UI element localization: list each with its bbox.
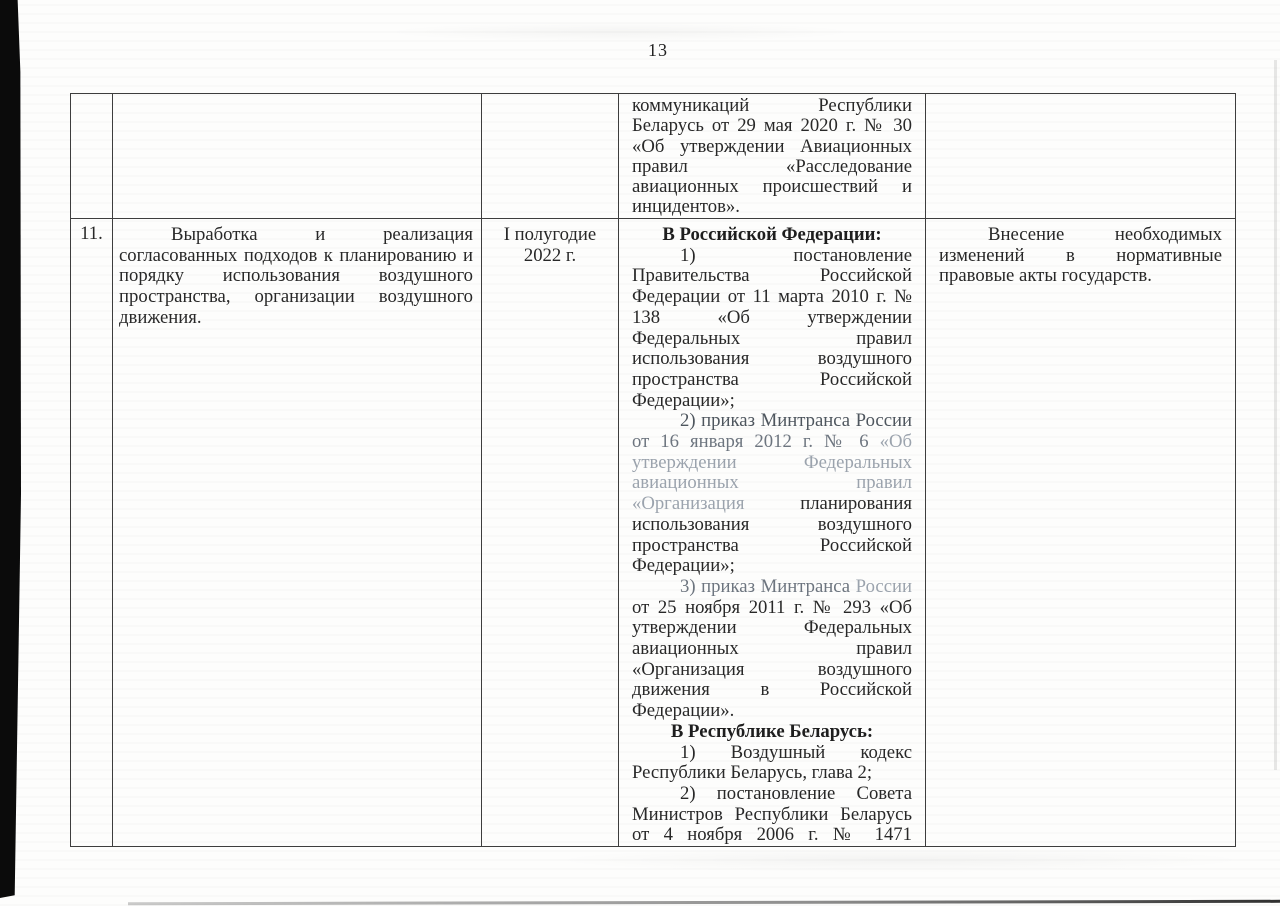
cell-result-empty	[926, 94, 1236, 219]
row-number: 11.	[80, 223, 103, 244]
legal-item-2-seg3: «Об утверждении Федеральных авиационных правил «Организация	[632, 431, 912, 515]
cell-legal-basis	[619, 219, 926, 847]
cell-row-number	[71, 219, 113, 847]
legal-item-3-seg3: от 25 ноября 2011 г. № 293 «Об утверждении Федеральных авиационных правил «Организация воздушного движения в Российской Федерации».	[632, 596, 912, 722]
scan-right-edge-artifact	[1274, 60, 1277, 770]
legal-item-3	[632, 577, 912, 722]
legal-item-2-seg2: от 16 января 2012 г. № 6	[632, 431, 880, 453]
scan-black-bar-artifact	[0, 0, 21, 898]
cell-timeframe	[482, 219, 619, 847]
legal-item-4: 1) Воздушный кодекс Республики Беларусь, глава 2;	[632, 741, 912, 784]
continuation-text: коммуникаций Республики Беларусь от 29 мая 2020 г. № 30 «Об утверждении Авиационных правил «Расследование авиационных происшествий и инцидентов».	[632, 95, 912, 218]
cell-timeframe-empty	[482, 94, 619, 219]
page-number: 13	[648, 40, 668, 60]
table-row-11	[71, 219, 1236, 847]
legal-item-2	[632, 411, 912, 577]
result-text: Внесение необходимых изменений в нормативные правовые акты государств.	[939, 224, 1222, 287]
cell-task-empty	[113, 94, 482, 219]
cell-row-number-empty	[71, 94, 113, 219]
legal-heading-belarus: В Республике Беларусь:	[670, 720, 874, 742]
legal-item-2-seg4: планирования использования воздушного пространства Российской Федерации»;	[632, 493, 912, 577]
legal-heading-russia: В Российской Федерации:	[662, 224, 882, 245]
table-row-continuation	[71, 94, 1236, 219]
cell-result	[926, 219, 1236, 847]
legal-item-5-line1: 2) постановление Совета Министров Республики Беларусь	[632, 782, 912, 825]
legal-item-3-seg1: 3) приказ Минтранса	[680, 575, 856, 597]
scan-bottom-line-artifact	[128, 900, 1280, 905]
legal-item-2-seg1: 2) приказ Минтранса России	[680, 410, 912, 432]
cell-task	[113, 219, 482, 847]
legal-item-1: 1) постановление Правительства Российской Федерации от 11 марта 2010 г. № 138 «Об утверждении Федеральных правил использования воздушного пространства Российской Федерации»;	[632, 244, 912, 411]
timeframe-text: I полугодие 2022 г.	[503, 224, 597, 266]
schedule-table	[70, 93, 1236, 847]
legal-item-3-seg2: России	[855, 575, 912, 597]
task-text: Выработка и реализация согласованных подходов к планированию и порядку использования воздушного пространства, организации воздушного движения.	[119, 224, 473, 328]
legal-item-5-line2: от 4 ноября 2006 г. № 1471	[632, 824, 912, 846]
cell-legal-basis-continuation	[619, 94, 926, 219]
